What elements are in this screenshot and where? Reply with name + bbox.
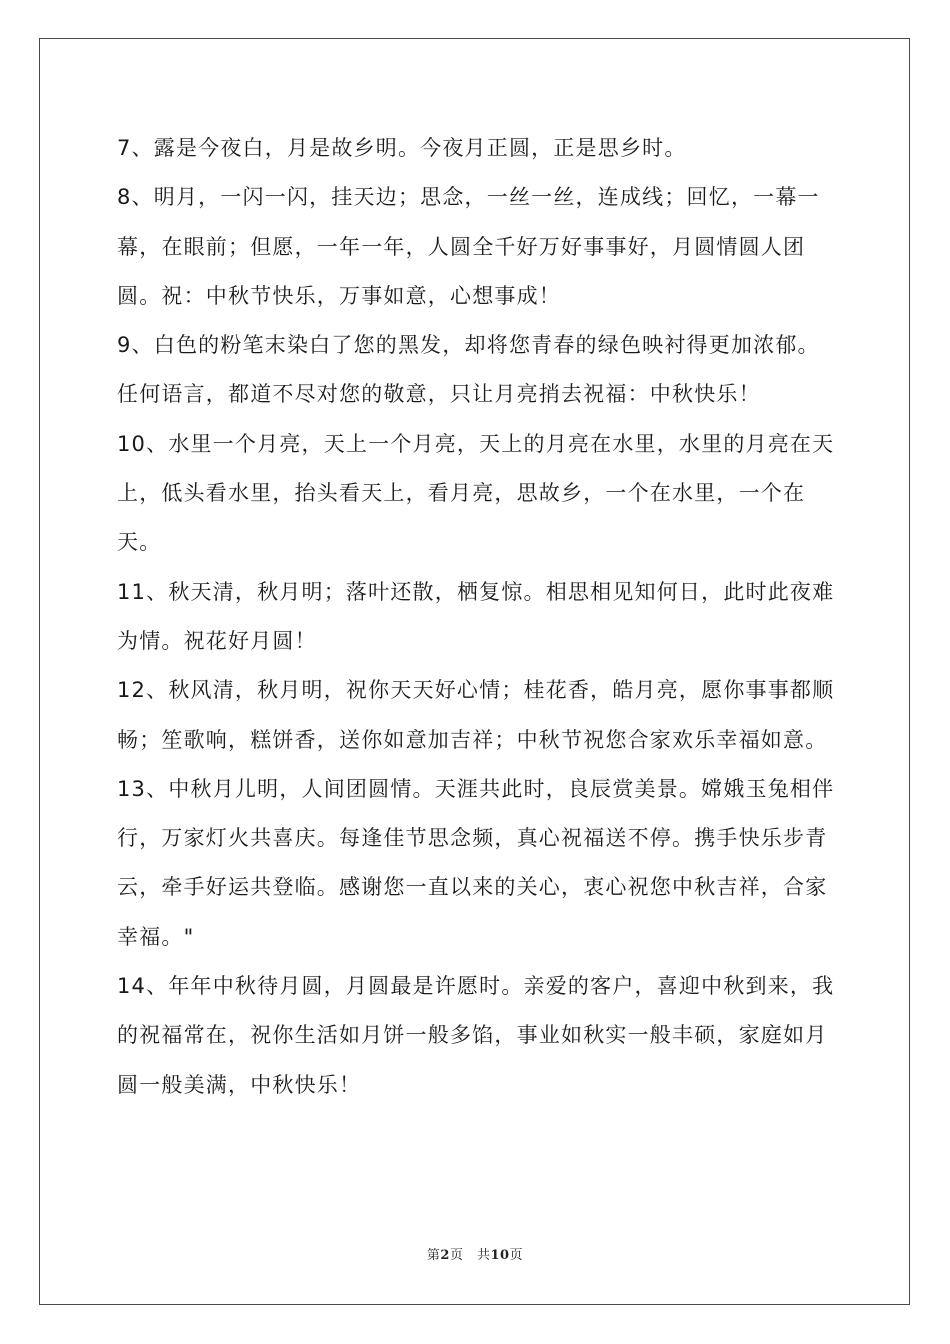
paragraph-10: 10、水里一个月亮，天上一个月亮，天上的月亮在水里，水里的月亮在天上，低头看水里，抬头看天上，看月亮，思故乡，一个在水里，一个在天。 <box>117 431 835 555</box>
paragraph-11: 11、秋天清，秋月明；落叶还散，栖复惊。相思相见知何日，此时此夜难为情。祝花好月圆！ <box>117 579 835 653</box>
footer-prefix: 第 <box>426 1248 441 1263</box>
paragraph-14: 14、年年中秋待月圆，月圆最是许愿时。亲爱的客户，喜迎中秋到来，我的祝福常在，祝你生活如月饼一般多馅，事业如秋实一般丰硕，家庭如月圆一般美满，中秋快乐！ <box>117 974 835 1097</box>
total-page-count: 10 <box>490 1248 510 1263</box>
current-page-number: 2 <box>440 1248 450 1263</box>
document-body <box>117 128 837 1110</box>
paragraph-13: 13、中秋月儿明，人间团圆情。天涯共此时，良辰赏美景。嫦娥玉兔相伴行，万家灯火共喜庆。每逢佳节思念频，真心祝福送不停。携手快乐步青云，牵手好运共登临。感谢您一直以来的关心，衷心祝您中秋吉祥，合家幸福。" <box>117 776 835 949</box>
paragraph-9: 9、白色的粉笔末染白了您的黑发，却将您青春的绿色映衬得更加浓郁。任何语言，都道不尽对您的敬意，只让月亮捎去祝福：中秋快乐！ <box>117 333 820 407</box>
page-footer <box>0 1244 950 1263</box>
paragraph-12: 12、秋风清，秋月明，祝你天天好心情；桂花香，皓月亮，愿你事事都顺畅；笙歌响，糕饼香，送你如意加吉祥；中秋节祝您合家欢乐幸福如意。 <box>117 678 835 752</box>
paragraph-8: 8、明月，一闪一闪，挂天边；思念，一丝一丝，连成线；回忆，一幕一幕，在眼前；但愿，一年一年，人圆全千好万好事事好，月圆情圆人团圆。祝：中秋节快乐，万事如意，心想事成！ <box>117 185 820 308</box>
paragraph-7: 7、露是今夜白，月是故乡明。今夜月正圆，正是思乡时。 <box>117 136 687 160</box>
footer-middle: 页 共 <box>449 1248 491 1263</box>
footer-suffix: 页 <box>509 1248 524 1263</box>
